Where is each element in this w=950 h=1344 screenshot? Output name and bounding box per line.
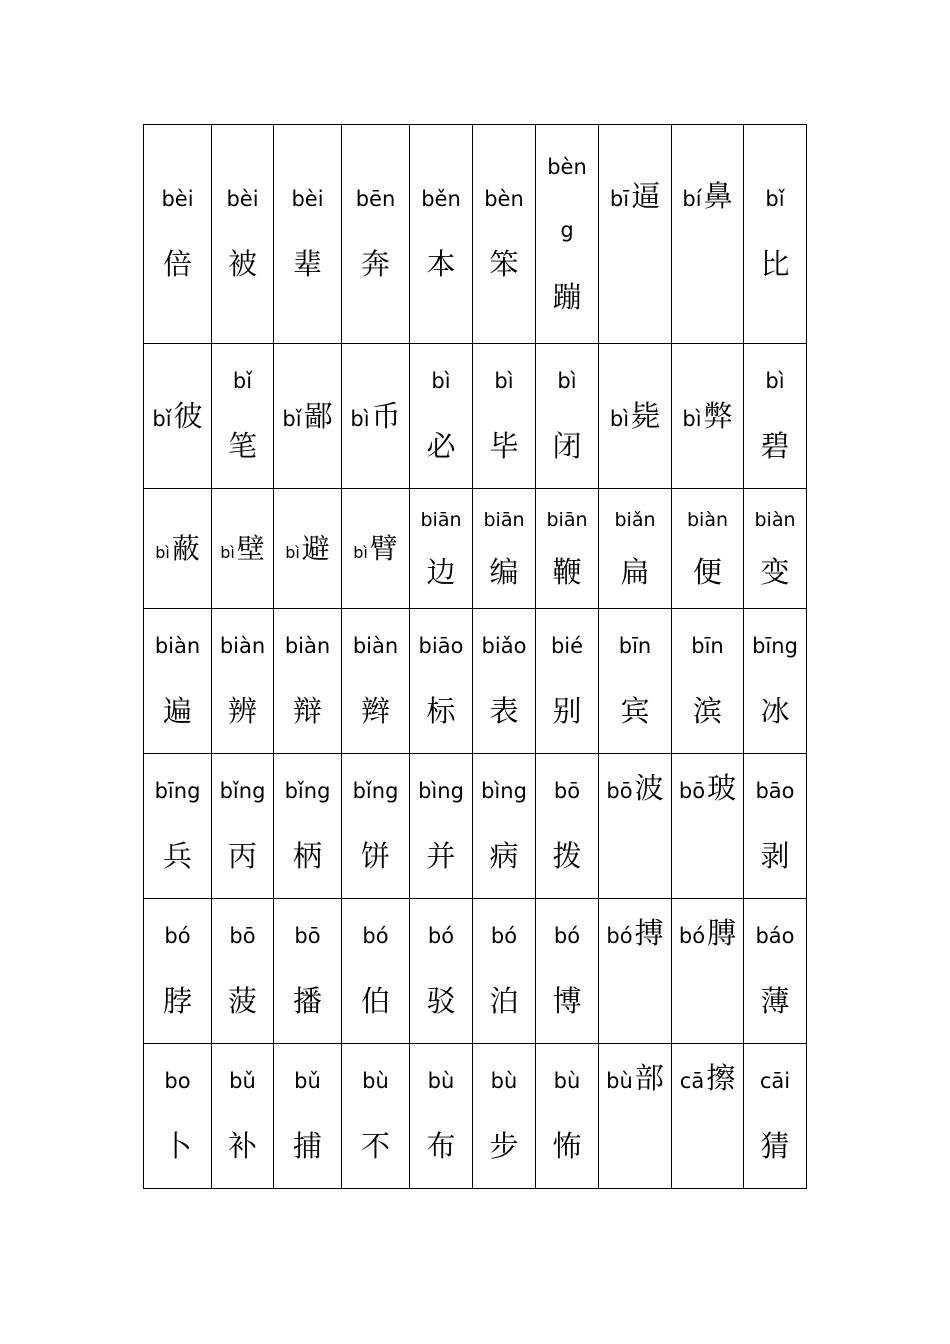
character-cell [342, 1044, 410, 1189]
hanzi: 步 [489, 1129, 519, 1163]
character-cell [342, 754, 410, 899]
hanzi: 部 [634, 1060, 664, 1095]
pinyin: bō [606, 778, 633, 803]
hanzi: 博 [552, 984, 582, 1018]
character-cell [410, 609, 473, 754]
character-cell [274, 754, 342, 899]
character-cell [672, 344, 744, 489]
character-cell [410, 125, 473, 344]
hanzi: 蹦 [552, 279, 582, 314]
hanzi: 驳 [426, 984, 456, 1018]
character-cell [536, 899, 599, 1044]
character-cell [274, 1044, 342, 1189]
pinyin: bèn [484, 187, 524, 211]
hanzi: 兵 [162, 839, 192, 873]
hanzi: 边 [426, 554, 456, 589]
pinyin: bù [553, 1069, 581, 1093]
character-cell [473, 609, 536, 754]
pinyin: bō [294, 924, 321, 948]
pinyin: bì [609, 406, 630, 431]
hanzi: 搏 [634, 915, 664, 950]
character-cell [599, 754, 672, 899]
character-cell [342, 489, 410, 609]
character-cell [342, 899, 410, 1044]
hanzi: 鄙 [303, 398, 333, 433]
pinyin: bì [494, 369, 514, 393]
pinyin: bù [362, 1069, 389, 1093]
character-cell [672, 754, 744, 899]
pinyin: bì [353, 542, 368, 562]
character-cell [144, 125, 212, 344]
pinyin: bǐ [282, 406, 302, 431]
pinyin: bō [229, 924, 256, 948]
pinyin: biǎn [614, 508, 656, 531]
pinyin: báo [755, 924, 795, 948]
character-cell [410, 754, 473, 899]
hanzi: 辈 [292, 247, 322, 281]
character-cell [599, 489, 672, 609]
pinyin: bǐng [284, 779, 331, 803]
character-cell [274, 344, 342, 489]
character-cell [536, 344, 599, 489]
pinyin-continuation: g [560, 217, 574, 242]
pinyin: bìng [418, 779, 464, 803]
pinyin: bèi [291, 187, 324, 211]
pinyin: bó [553, 924, 581, 948]
character-cell [599, 344, 672, 489]
hanzi: 卜 [162, 1129, 192, 1163]
table-row [144, 489, 807, 609]
pinyin: bù [427, 1069, 455, 1093]
pinyin: bèi [161, 187, 194, 211]
character-cell [473, 489, 536, 609]
character-cell [536, 754, 599, 899]
hanzi: 毙 [631, 398, 661, 433]
hanzi: 泊 [489, 984, 519, 1018]
hanzi: 伯 [360, 984, 390, 1018]
hanzi: 柄 [292, 839, 322, 873]
hanzi: 补 [227, 1129, 257, 1163]
pinyin: biàn [219, 634, 266, 658]
hanzi: 比 [760, 247, 790, 281]
character-cell [212, 754, 274, 899]
hanzi: 闭 [552, 429, 582, 463]
pinyin: bì [765, 369, 785, 393]
character-cell [599, 609, 672, 754]
hanzi: 拨 [552, 839, 582, 873]
hanzi: 辩 [292, 694, 322, 728]
hanzi: 不 [360, 1129, 390, 1163]
hanzi: 捕 [292, 1129, 322, 1163]
character-cell [144, 609, 212, 754]
hanzi: 被 [227, 247, 257, 281]
table-row [144, 125, 807, 344]
pinyin: bǐ [152, 406, 172, 431]
pinyin: bāo [755, 779, 795, 803]
hanzi: 倍 [162, 247, 192, 281]
character-cell [144, 1044, 212, 1189]
hanzi: 滨 [692, 694, 722, 728]
hanzi: 猜 [760, 1129, 790, 1163]
hanzi: 毕 [489, 429, 519, 463]
pinyin: biàn [754, 508, 796, 531]
character-cell [473, 344, 536, 489]
hanzi: 辨 [227, 694, 257, 728]
pinyin: bǐ [765, 187, 785, 211]
pinyin-character-table [143, 124, 807, 1189]
character-cell [744, 125, 807, 344]
pinyin: biàn [154, 634, 201, 658]
character-cell [342, 125, 410, 344]
character-cell [672, 489, 744, 609]
character-cell [473, 125, 536, 344]
pinyin: bīng [752, 634, 798, 658]
hanzi: 本 [426, 247, 456, 281]
pinyin: biān [546, 508, 588, 531]
character-cell [473, 754, 536, 899]
pinyin: bèn [547, 154, 587, 179]
character-cell [212, 489, 274, 609]
character-cell [672, 609, 744, 754]
hanzi: 蔽 [171, 531, 200, 565]
hanzi: 玻 [707, 770, 737, 805]
hanzi: 彼 [173, 398, 203, 433]
pinyin: bó [164, 924, 191, 948]
character-cell [473, 899, 536, 1044]
pinyin: bì [285, 542, 300, 562]
character-cell [473, 1044, 536, 1189]
character-cell [212, 125, 274, 344]
character-cell [144, 754, 212, 899]
pinyin: bì [682, 406, 702, 431]
hanzi: 逼 [631, 178, 661, 213]
character-cell [342, 344, 410, 489]
character-cell [274, 125, 342, 344]
pinyin: bèi [226, 187, 259, 211]
pinyin: biǎo [481, 634, 527, 658]
character-cell [410, 489, 473, 609]
hanzi: 膊 [707, 915, 737, 950]
character-cell [536, 609, 599, 754]
character-cell [212, 609, 274, 754]
pinyin: biāo [418, 634, 464, 658]
character-cell [536, 489, 599, 609]
character-cell [744, 754, 807, 899]
hanzi: 壁 [236, 531, 265, 565]
hanzi: 鞭 [552, 554, 582, 589]
hanzi: 弊 [703, 398, 733, 433]
hanzi: 脖 [162, 984, 192, 1018]
hanzi: 丙 [227, 839, 257, 873]
hanzi: 别 [552, 694, 582, 728]
hanzi: 剥 [760, 839, 790, 873]
pinyin: bǐng [352, 779, 399, 803]
character-cell [212, 344, 274, 489]
pinyin: bo [164, 1069, 191, 1093]
character-cell [599, 125, 672, 344]
character-cell [744, 489, 807, 609]
hanzi: 波 [634, 770, 664, 805]
pinyin: bì [350, 406, 370, 431]
pinyin: biàn [284, 634, 331, 658]
hanzi: 播 [292, 984, 322, 1018]
pinyin: bì [220, 542, 235, 562]
hanzi: 表 [489, 694, 519, 728]
hanzi: 怖 [552, 1129, 582, 1163]
character-cell [144, 899, 212, 1044]
pinyin: bō [553, 779, 581, 803]
hanzi: 碧 [760, 429, 790, 463]
hanzi: 布 [426, 1129, 456, 1163]
character-cell [672, 1044, 744, 1189]
character-cell [536, 1044, 599, 1189]
table-row [144, 344, 807, 489]
pinyin: bó [678, 923, 706, 948]
character-cell [744, 344, 807, 489]
pinyin: biān [420, 508, 462, 531]
character-cell [410, 1044, 473, 1189]
pinyin: bó [490, 924, 518, 948]
pinyin: bì [557, 369, 577, 393]
hanzi: 并 [426, 839, 456, 873]
hanzi: 变 [760, 554, 790, 589]
character-cell [144, 344, 212, 489]
character-cell [144, 489, 212, 609]
table-row [144, 609, 807, 754]
hanzi: 冰 [760, 694, 790, 728]
table-row [144, 1044, 807, 1189]
hanzi: 笨 [489, 247, 519, 281]
character-cell [536, 125, 599, 344]
hanzi: 奔 [360, 247, 390, 281]
pinyin: bī [609, 186, 630, 211]
pinyin: bí [682, 186, 702, 211]
hanzi: 病 [489, 839, 519, 873]
character-cell [599, 1044, 672, 1189]
character-cell [274, 489, 342, 609]
hanzi: 必 [426, 429, 456, 463]
pinyin: bǔ [294, 1069, 321, 1093]
character-cell [410, 899, 473, 1044]
pinyin: bǐ [232, 369, 253, 393]
pinyin: bì [431, 369, 451, 393]
hanzi: 薄 [760, 984, 790, 1018]
hanzi: 臂 [369, 531, 398, 565]
pinyin: bǔ [229, 1069, 256, 1093]
pinyin: bīng [154, 779, 201, 803]
pinyin: bì [155, 542, 170, 562]
character-cell [410, 344, 473, 489]
table-row [144, 899, 807, 1044]
pinyin: bīn [691, 634, 724, 658]
hanzi: 擦 [706, 1060, 736, 1095]
character-cell [274, 609, 342, 754]
pinyin: bǐng [219, 779, 266, 803]
pinyin: biàn [352, 634, 399, 658]
character-cell [274, 899, 342, 1044]
hanzi: 标 [426, 694, 456, 728]
character-cell [212, 1044, 274, 1189]
pinyin: bó [606, 923, 633, 948]
hanzi: 笔 [227, 429, 257, 463]
hanzi: 便 [692, 554, 722, 589]
hanzi: 菠 [227, 984, 257, 1018]
pinyin: cāi [759, 1069, 791, 1093]
hanzi: 宾 [620, 694, 650, 728]
character-cell [672, 899, 744, 1044]
character-cell [744, 609, 807, 754]
character-cell [744, 899, 807, 1044]
pinyin: bù [606, 1068, 633, 1093]
character-cell [342, 609, 410, 754]
character-cell [744, 1044, 807, 1189]
pinyin: biān [483, 508, 525, 531]
hanzi: 辫 [360, 694, 390, 728]
pinyin: biàn [686, 508, 729, 531]
pinyin: bō [678, 778, 706, 803]
hanzi: 扁 [620, 554, 650, 589]
pinyin: běn [421, 187, 461, 211]
character-cell [672, 125, 744, 344]
table-row [144, 754, 807, 899]
pinyin: bó [427, 924, 455, 948]
pinyin: bó [362, 924, 389, 948]
character-cell [212, 899, 274, 1044]
pinyin: bié [550, 634, 584, 658]
hanzi: 编 [489, 554, 519, 589]
pinyin: cā [679, 1068, 705, 1093]
hanzi: 币 [371, 398, 401, 433]
pinyin: bīn [618, 634, 652, 658]
pinyin: bìng [481, 779, 527, 803]
hanzi: 鼻 [703, 178, 733, 213]
character-cell [599, 899, 672, 1044]
hanzi: 遍 [162, 694, 192, 728]
hanzi: 避 [301, 531, 330, 565]
pinyin: bù [490, 1069, 518, 1093]
pinyin: bēn [355, 187, 396, 211]
hanzi: 饼 [360, 839, 390, 873]
